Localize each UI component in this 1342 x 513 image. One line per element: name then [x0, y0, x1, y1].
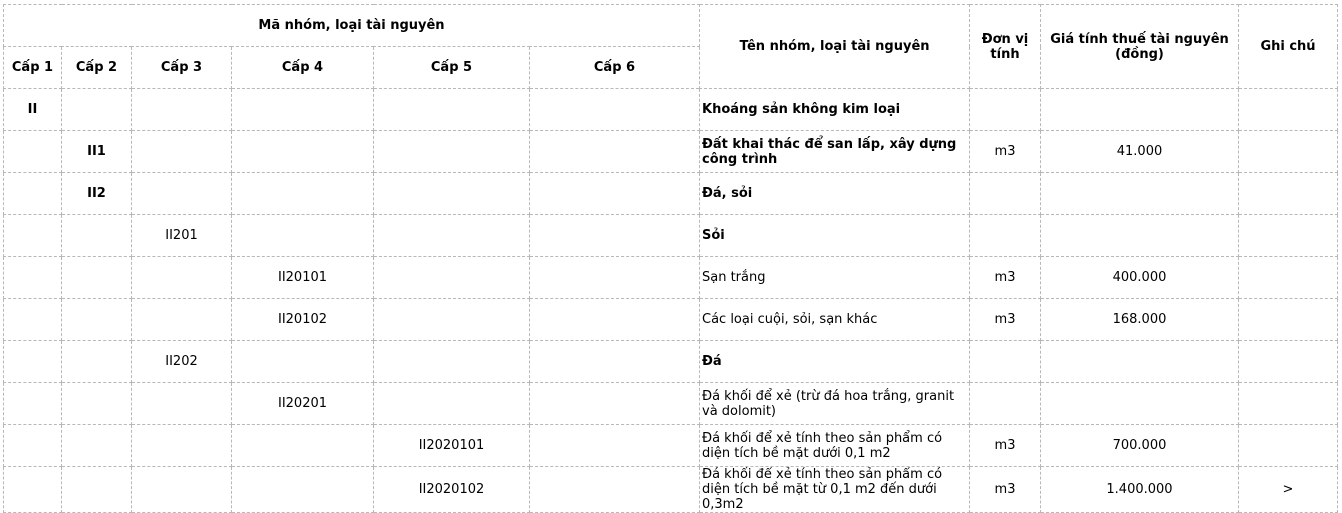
- code-cell: II20101: [232, 257, 374, 299]
- table-row: [4, 257, 1338, 299]
- code-cell: [62, 257, 132, 299]
- code-cell: [132, 425, 232, 467]
- table-row: [4, 173, 1338, 215]
- code-cell: II1: [62, 131, 132, 173]
- note-cell: [1239, 425, 1338, 467]
- code-cell: II2020102: [374, 467, 530, 513]
- code-cell: [530, 131, 700, 173]
- table-row: [4, 299, 1338, 341]
- table-row: [4, 89, 1338, 131]
- code-cell: [232, 467, 374, 513]
- code-cell: [530, 257, 700, 299]
- code-cell: [374, 173, 530, 215]
- price-cell: [1041, 173, 1239, 215]
- code-cell: [232, 131, 374, 173]
- unit-header: Đơn vị tính: [970, 5, 1041, 89]
- price-cell: [1041, 215, 1239, 257]
- code-cell: [132, 299, 232, 341]
- table-row: [4, 215, 1338, 257]
- resource-name-cell: Đá khối để xẻ tính theo sản phẩm có diện tích bề mặt từ 0,1 m2 đến dưới 0,3m2: [700, 467, 970, 513]
- price-cell: [1041, 341, 1239, 383]
- resource-price-table: [3, 4, 1338, 513]
- table-row: [4, 425, 1338, 467]
- price-cell: 168.000: [1041, 299, 1239, 341]
- code-cell: II202: [132, 341, 232, 383]
- unit-cell: [970, 215, 1041, 257]
- code-cell: [530, 215, 700, 257]
- code-cell: [62, 215, 132, 257]
- level-5-header: Cấp 5: [374, 47, 530, 89]
- group-code-header: Mã nhóm, loại tài nguyên: [4, 5, 700, 47]
- unit-cell: m3: [970, 131, 1041, 173]
- code-cell: [232, 341, 374, 383]
- code-cell: [132, 173, 232, 215]
- note-cell: [1239, 341, 1338, 383]
- code-cell: II20102: [232, 299, 374, 341]
- code-cell: [374, 299, 530, 341]
- unit-cell: [970, 173, 1041, 215]
- resource-name-cell: Đá: [700, 341, 970, 383]
- table-row: [4, 131, 1338, 173]
- price-cell: [1041, 89, 1239, 131]
- table-container: [3, 4, 1338, 513]
- code-cell: [62, 383, 132, 425]
- code-cell: [232, 215, 374, 257]
- price-cell: 41.000: [1041, 131, 1239, 173]
- code-cell: [4, 341, 62, 383]
- level-2-header: Cấp 2: [62, 47, 132, 89]
- resource-name-cell: Sỏi: [700, 215, 970, 257]
- note-cell: [1239, 383, 1338, 425]
- code-cell: II2020101: [374, 425, 530, 467]
- unit-cell: [970, 383, 1041, 425]
- code-cell: [232, 89, 374, 131]
- level-3-header: Cấp 3: [132, 47, 232, 89]
- code-cell: [132, 131, 232, 173]
- price-cell: 700.000: [1041, 425, 1239, 467]
- code-cell: [374, 257, 530, 299]
- code-cell: II2: [62, 173, 132, 215]
- table-row: [4, 341, 1338, 383]
- code-cell: [62, 299, 132, 341]
- code-cell: [4, 173, 62, 215]
- unit-cell: m3: [970, 467, 1041, 513]
- level-6-header: Cấp 6: [530, 47, 700, 89]
- code-cell: [374, 89, 530, 131]
- header-row-1: [4, 5, 1338, 47]
- code-cell: [62, 89, 132, 131]
- code-cell: [4, 383, 62, 425]
- code-cell: [374, 131, 530, 173]
- code-cell: [530, 425, 700, 467]
- unit-cell: m3: [970, 257, 1041, 299]
- level-4-header: Cấp 4: [232, 47, 374, 89]
- code-cell: [530, 173, 700, 215]
- price-cell: 400.000: [1041, 257, 1239, 299]
- price-cell: 1.400.000: [1041, 467, 1239, 513]
- resource-name-cell: Các loại cuội, sỏi, sạn khác: [700, 299, 970, 341]
- code-cell: [374, 215, 530, 257]
- code-cell: II201: [132, 215, 232, 257]
- code-cell: [4, 131, 62, 173]
- table-row: [4, 467, 1338, 513]
- code-cell: [4, 257, 62, 299]
- code-cell: II20201: [232, 383, 374, 425]
- code-cell: [374, 341, 530, 383]
- resource-name-cell: Đá, sỏi: [700, 173, 970, 215]
- resource-name-cell: Đá khối để xẻ tính theo sản phẩm có diện tích bề mặt dưới 0,1 m2: [700, 425, 970, 467]
- note-cell: [1239, 131, 1338, 173]
- note-header: Ghi chú: [1239, 5, 1338, 89]
- code-cell: II: [4, 89, 62, 131]
- note-cell: [1239, 89, 1338, 131]
- unit-cell: [970, 89, 1041, 131]
- code-cell: [530, 89, 700, 131]
- code-cell: [4, 299, 62, 341]
- code-cell: [530, 383, 700, 425]
- note-cell: [1239, 215, 1338, 257]
- code-cell: [530, 299, 700, 341]
- code-cell: [530, 467, 700, 513]
- unit-cell: m3: [970, 425, 1041, 467]
- code-cell: [530, 341, 700, 383]
- code-cell: [4, 425, 62, 467]
- note-cell: >: [1239, 467, 1338, 513]
- resource-name-cell: Khoáng sản không kim loại: [700, 89, 970, 131]
- note-cell: [1239, 257, 1338, 299]
- price-header: Giá tính thuế tài nguyên (đồng): [1041, 5, 1239, 89]
- code-cell: [62, 425, 132, 467]
- code-cell: [4, 467, 62, 513]
- resource-name-cell: Đá khối để xẻ (trừ đá hoa trắng, granit và dolomit): [700, 383, 970, 425]
- code-cell: [132, 89, 232, 131]
- unit-cell: m3: [970, 299, 1041, 341]
- code-cell: [374, 383, 530, 425]
- note-cell: [1239, 173, 1338, 215]
- code-cell: [132, 467, 232, 513]
- code-cell: [132, 383, 232, 425]
- resource-name-cell: Đất khai thác để san lấp, xây dựng công trình: [700, 131, 970, 173]
- name-header: Tên nhóm, loại tài nguyên: [700, 5, 970, 89]
- code-cell: [132, 257, 232, 299]
- code-cell: [232, 173, 374, 215]
- code-cell: [232, 425, 374, 467]
- price-cell: [1041, 383, 1239, 425]
- code-cell: [4, 215, 62, 257]
- resource-name-cell: Sạn trắng: [700, 257, 970, 299]
- code-cell: [62, 341, 132, 383]
- table-row: [4, 383, 1338, 425]
- note-cell: [1239, 299, 1338, 341]
- unit-cell: [970, 341, 1041, 383]
- level-1-header: Cấp 1: [4, 47, 62, 89]
- code-cell: [62, 467, 132, 513]
